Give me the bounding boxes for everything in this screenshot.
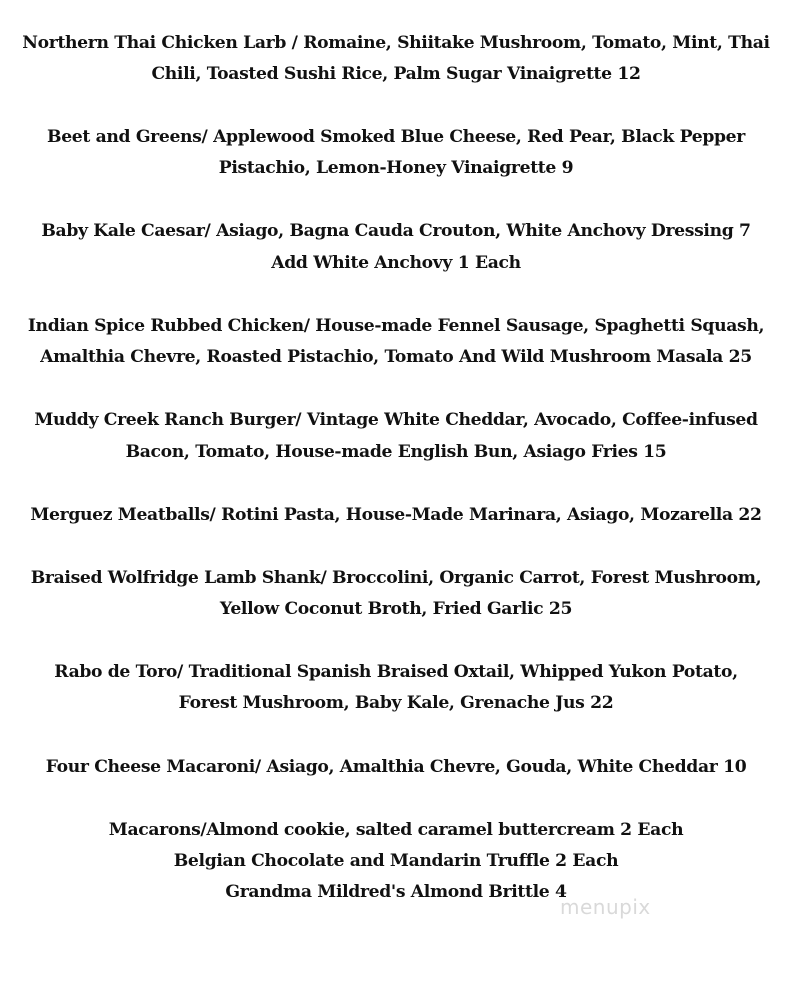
menu-item-line: Forest Mushroom, Baby Kale, Grenache Jus 22 [178,693,614,713]
menu-item-line: Bacon, Tomato, House-made English Bun, Asiago Fries 15 [125,442,667,462]
menu-item-line: Pistachio, Lemon-Honey Vinaigrette 9 [218,158,574,178]
menu-item-line: Northern Thai Chicken Larb / Romaine, Shiitake Mushroom, Tomato, Mint, Thai [22,33,770,53]
menu-item-line: Chili, Toasted Sushi Rice, Palm Sugar Vinaigrette 12 [151,64,641,84]
menu-item-line: Amalthia Chevre, Roasted Pistachio, Tomato And Wild Mushroom Masala 25 [40,347,752,367]
menu-item-line: Yellow Coconut Broth, Fried Garlic 25 [219,599,573,619]
menu-item-line: Belgian Chocolate and Mandarin Truffle 2 Each [173,851,619,871]
menu-item-line: Indian Spice Rubbed Chicken/ House-made Fennel Sausage, Spaghetti Squash, [27,316,765,336]
menu-item-line: Muddy Creek Ranch Burger/ Vintage White Cheddar, Avocado, Coffee-infused [34,410,758,430]
menu-item-line: Add White Anchovy 1 Each [271,253,521,273]
menu-item-line: Baby Kale Caesar/ Asiago, Bagna Cauda Crouton, White Anchovy Dressing 7 [41,221,751,241]
menu-item-line: Merguez Meatballs/ Rotini Pasta, House-Made Marinara, Asiago, Mozarella 22 [30,505,762,525]
menu-item-line: Grandma Mildred's Almond Brittle 4 [225,882,567,902]
menu-item-line: Beet and Greens/ Applewood Smoked Blue Cheese, Red Pear, Black Pepper [47,127,745,147]
watermark-logo: menupix [560,895,651,919]
menu-item-line: Rabo de Toro/ Traditional Spanish Braised Oxtail, Whipped Yukon Potato, [54,662,738,682]
menu-item-line: Four Cheese Macaroni/ Asiago, Amalthia Chevre, Gouda, White Cheddar 10 [45,757,747,777]
menu-item-line: Braised Wolfridge Lamb Shank/ Broccolini, Organic Carrot, Forest Mushroom, [30,568,762,588]
menu-item-line: Macarons/Almond cookie, salted caramel buttercream 2 Each [108,820,684,840]
